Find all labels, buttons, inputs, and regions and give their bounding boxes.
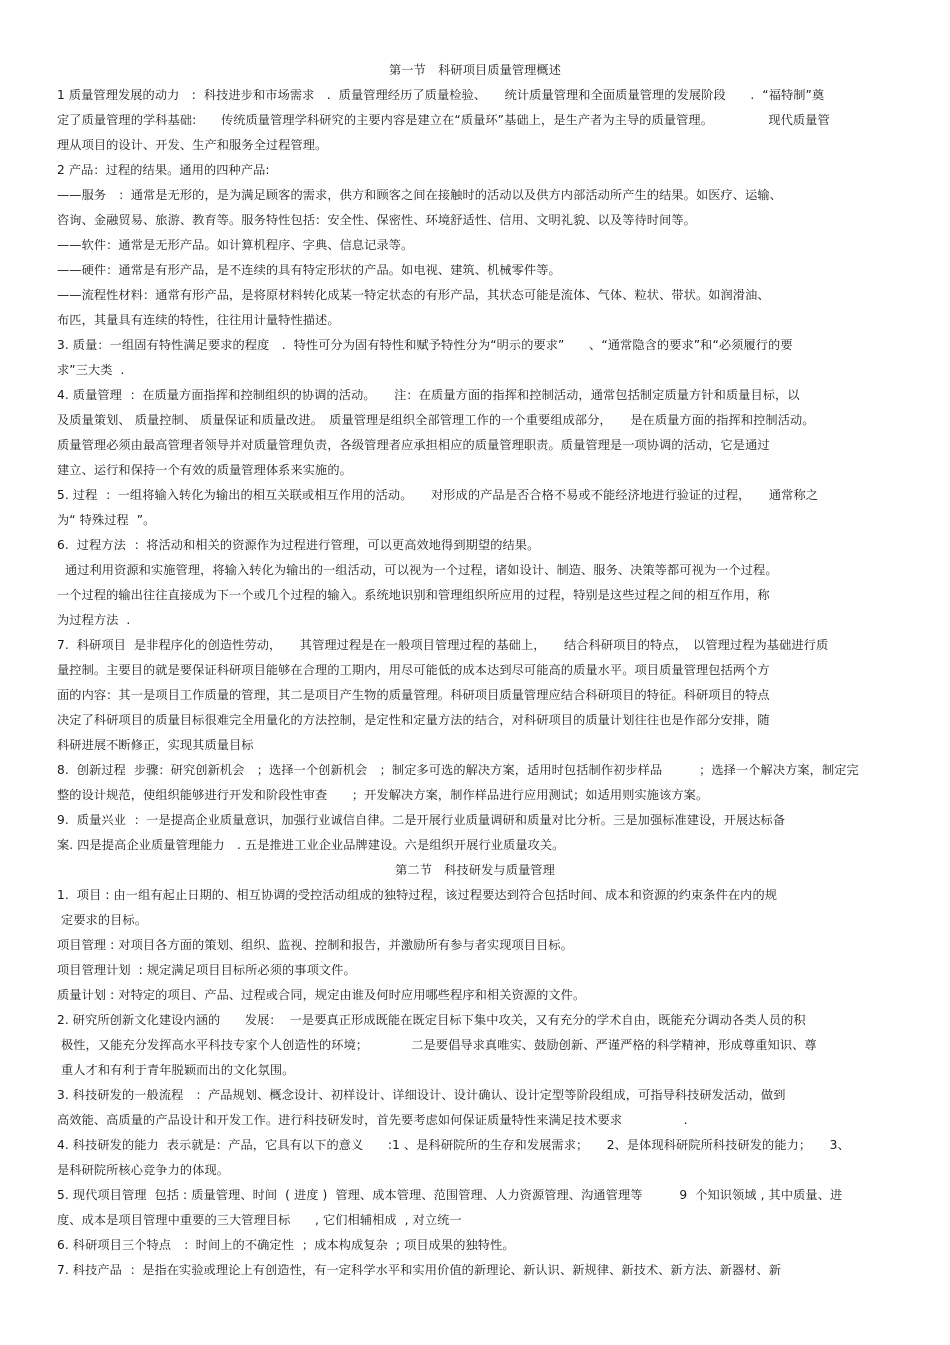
text-line: 质量计划 : 对特定的项目、产品、过程或合同，规定由谁及何时应用哪些程序和相关资源的文件。 <box>57 988 586 1002</box>
text-line: 科研进展不断修正，实现其质量目标 <box>57 738 254 752</box>
text-line: 通过利用资源和实施管理，将输入转化为输出的一组活动，可以视为一个过程，诸如设计、制造、服务、决策等都可视为一个过程。 <box>57 563 778 577</box>
text-line: 及质量策划、 质量控制、 质量保证和质量改进。 质量管理是组织全部管理工作的一个重要组成部分， 是在质量方面的指挥和控制活动。 <box>57 413 815 427</box>
text-line: 4. 质量管理 ：在质量方面指挥和控制组织的协调的活动。 注：在质量方面的指挥和控制活动，通常包括制定质量方针和质量目标，以 <box>57 388 800 402</box>
text-line: 理从项目的设计、开发、生产和服务全过程管理。 <box>57 138 328 152</box>
text-line: 咨询、金融贸易、旅游、教育等。服务特性包括：安全性、保密性、环境舒适性、信用、文明礼貌、以及等待时间等。 <box>57 213 696 227</box>
text-line: 一个过程的输出往往直接成为下一个或几个过程的输入。系统地识别和管理组织所应用的过程，特别是这些过程之间的相互作用，称 <box>57 588 770 602</box>
text-line: 2 产品：过程的结果。通用的四种产品: <box>57 163 270 177</box>
text-line: 为“ 特殊过程 ”。 <box>57 513 156 527</box>
text-line: 重人才和有利于青年脱颖而出的文化氛围。 <box>57 1063 295 1077</box>
text-line: 9. 质量兴业 ：一是提高企业质量意识，加强行业诚信自律。二是开展行业质量调研和质量对比分析。三是加强标准建设，开展达标备 <box>57 813 786 827</box>
text-line: 3. 质量：一组固有特性满足要求的程度 . 特性可分为固有特性和赋予特性分为“明示的要求” 、“通常隐含的要求”和“必须履行的要 <box>57 338 793 352</box>
text-line: 7. 科研项目 是非程序化的创造性劳动， 其管理过程是在一般项目管理过程的基础上， 结合科研项目的特点， 以管理过程为基础进行质 <box>57 638 829 652</box>
text-line: 5. 现代项目管理 包括 : 质量管理、时间 ( 进度 ) 管理、成本管理、范围管理、人力资源管理、沟通管理等 9 个知识领域 , 其中质量、进 <box>57 1188 843 1202</box>
text-line: ——硬件：通常是有形产品，是不连续的具有特定形状的产品。如电视、建筑、机械零件等。 <box>57 263 561 277</box>
section-heading: 第一节 科研项目质量管理概述 <box>388 63 562 77</box>
text-line: 求”三大类 . <box>57 363 125 377</box>
text-line: 为过程方法 . <box>57 613 131 627</box>
text-line: 面的内容：其一是项目工作质量的管理，其二是项目产生物的质量管理。科研项目质量管理应结合科研项目的特征。科研项目的特点 <box>57 688 770 702</box>
text-line: 1 质量管理发展的动力 : 科技进步和市场需求 . 质量管理经历了质量检验、 统计质量管理和全面质量管理的发展阶段 . “福特制”奠 <box>57 88 825 102</box>
text-line: 定了质量管理的学科基础: 传统质量管理学科研究的主要内容是建立在“质量环”基础上，是生产者为主导的质量管理。 现代质量管 <box>57 113 830 127</box>
text-line: 极性，又能充分发挥高水平科技专家个人创造性的环境； 二是要倡导求真唯实、鼓励创新、严谨严格的科学精神，形成尊重知识、尊 <box>57 1038 817 1052</box>
text-line: 4. 科技研发的能力 表示就是：产品，它具有以下的意义 :1 、是科研院所的生存和发展需求； 2、是体现科研院所科技研发的能力； 3、 <box>57 1138 850 1152</box>
text-line: 3. 科技研发的一般流程 ：产品规划、概念设计、初样设计、详细设计、设计确认、设计定型等阶段组成，可指导科技研发活动，做到 <box>57 1088 786 1102</box>
text-line: ——流程性材料：通常有形产品，是将原材料转化成某一特定状态的有形产品，其状态可能是流体、气体、粒状、带状。如润滑油、 <box>57 288 770 302</box>
text-line: ——服务 ：通常是无形的，是为满足顾客的需求，供方和顾客之间在接触时的活动以及供方内部活动所产生的结果。如医疗、运输、 <box>57 188 782 202</box>
text-line: 案. 四是提高企业质量管理能力 . 五是推进工业企业品牌建设。六是组织开展行业质量攻关。 <box>57 838 565 852</box>
text-line: 6. 过程方法 ：将活动和相关的资源作为过程进行管理，可以更高效地得到期望的结果。 <box>57 538 540 552</box>
text-line: 整的设计规范，使组织能够进行开发和阶段性审查 ；开发解决方案，制作样品进行应用测试；如适用则实施该方案。 <box>57 788 709 802</box>
text-line: 2. 研究所创新文化建设内涵的 发展： 一是要真正形成既能在既定目标下集中攻关，又有充分的学术自由，既能充分调动各类人员的积 <box>57 1013 806 1027</box>
text-line: 质量管理必须由最高管理者领导并对质量管理负责，各级管理者应承担相应的质量管理职责。质量管理是一项协调的活动，它是通过 <box>57 438 770 452</box>
text-line: 是科研院所核心竞争力的体现。 <box>57 1163 230 1177</box>
text-line: 定要求的目标。 <box>57 913 147 927</box>
text-line: 8. 创新过程 步骤：研究创新机会 ；选择一个创新机会 ；制定多可选的解决方案，适用时包括制作初步样品 ；选择一个解决方案，制定完 <box>57 763 859 777</box>
section-heading: 第二节 科技研发与质量管理 <box>395 863 555 877</box>
text-line: 度、成本是项目管理中重要的三大管理目标 , 它们相辅相成 , 对立统一 <box>57 1213 462 1227</box>
text-line: 布匹，其量具有连续的特性，往往用计量特性描述。 <box>57 313 340 327</box>
text-line: 7. 科技产品 ：是指在实验或理论上有创造性，有一定科学水平和实用价值的新理论、新认识、新规律、新技术、新方法、新器材、新 <box>57 1263 782 1277</box>
text-line: 建立、运行和保持一个有效的质量管理体系来实施的。 <box>57 463 352 477</box>
text-line: 决定了科研项目的质量目标很难完全用量化的方法控制，是定性和定量方法的结合，对科研项目的质量计划往往也是作部分安排，随 <box>57 713 770 727</box>
text-line: 5. 过程 ：一组将输入转化为输出的相互关联或相互作用的活动。 对形成的产品是否合格不易或不能经济地进行验证的过程， 通常称之 <box>57 488 819 502</box>
text-line: 高效能、高质量的产品设计和开发工作。进行科技研发时，首先要考虑如何保证质量特性来满足技术要求 . <box>57 1113 688 1127</box>
text-line: ——软件：通常是无形产品。如计算机程序、字典、信息记录等。 <box>57 238 414 252</box>
text-line: 1. 项目 : 由一组有起止日期的、相互协调的受控活动组成的独特过程，该过程要达到符合包括时间、成本和资源的约束条件在内的规 <box>57 888 778 902</box>
text-line: 项目管理 : 对项目各方面的策划、组织、监视、控制和报告，并激励所有参与者实现项目目标。 <box>57 938 573 952</box>
text-line: 6. 科研项目三个特点 ：时间上的不确定性 ；成本构成复杂 ; 项目成果的独特性。 <box>57 1238 515 1252</box>
text-line: 量控制。主要目的就是要保证科研项目能够在合理的工期内，用尽可能低的成本达到尽可能高的质量水平。项目质量管理包括两个方 <box>57 663 770 677</box>
text-line: 项目管理计划 : 规定满足项目目标所必须的事项文件。 <box>57 963 356 977</box>
